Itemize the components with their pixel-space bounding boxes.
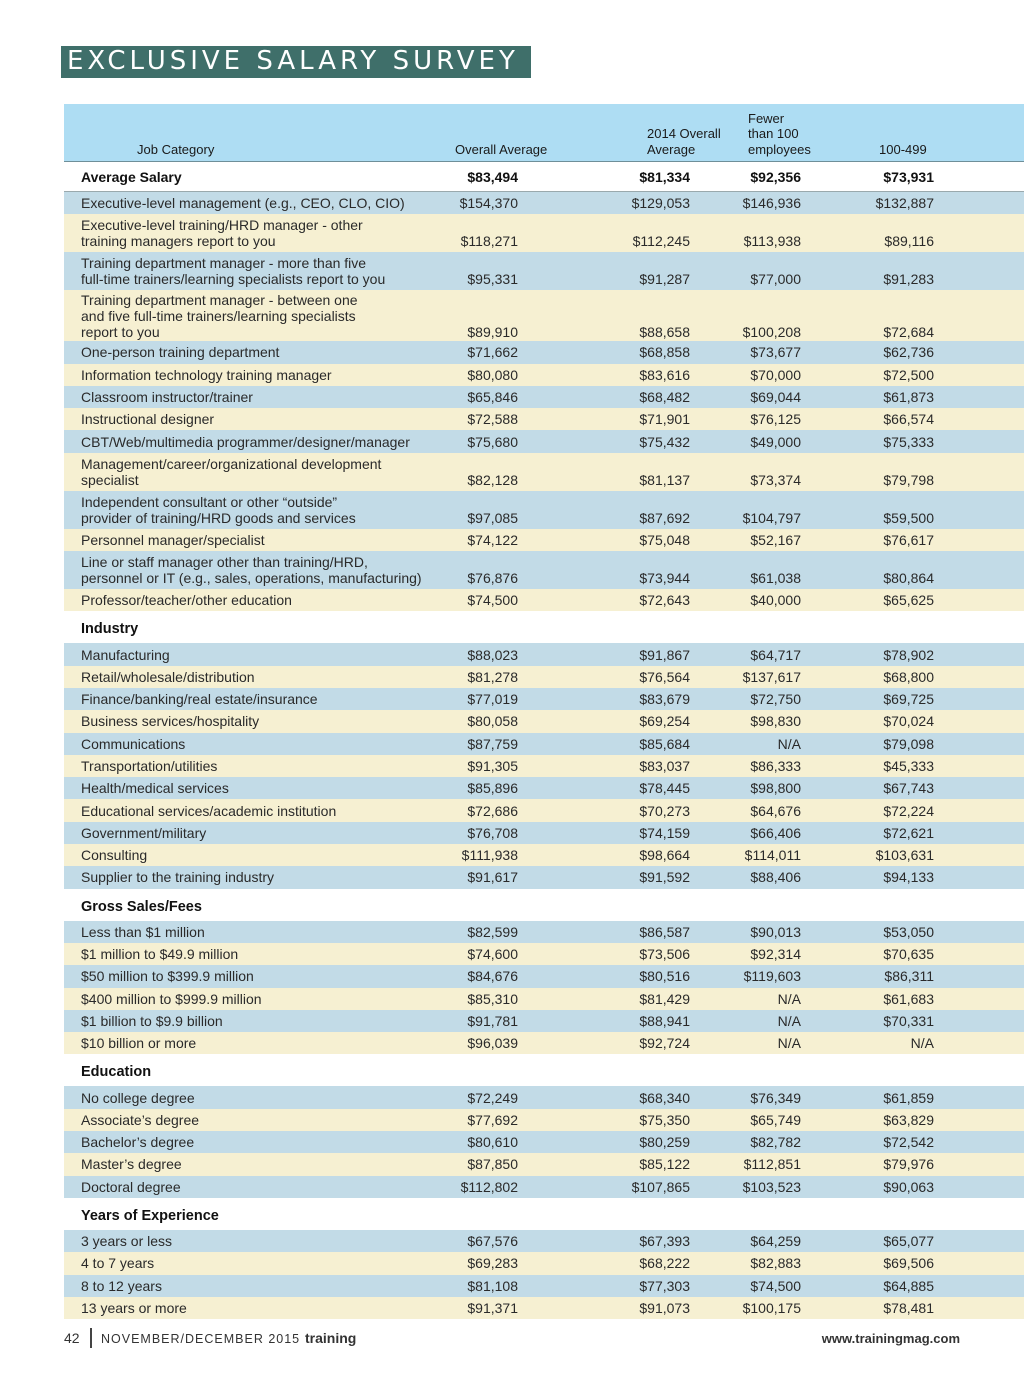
- value-cell: $65,625: [883, 592, 934, 609]
- value-cell: $87,759: [467, 735, 518, 752]
- value-cell: $73,374: [750, 471, 801, 488]
- row-label: Retail/wholesale/distribution: [81, 668, 255, 685]
- value-cell: $75,680: [467, 433, 518, 450]
- section-heading: [64, 1198, 1024, 1230]
- value-cell: $77,303: [639, 1277, 690, 1294]
- table-body: [64, 162, 1024, 1319]
- table-row: [64, 341, 1024, 363]
- value-cell: $77,019: [467, 691, 518, 708]
- table-row: [64, 844, 1024, 866]
- value-cell: $91,617: [467, 869, 518, 886]
- value-cell: $83,679: [639, 691, 690, 708]
- value-cell: $80,058: [467, 713, 518, 730]
- row-label: 8 to 12 years: [81, 1277, 162, 1294]
- value-cell: $86,311: [884, 968, 934, 985]
- value-cell: $96,039: [467, 1035, 518, 1052]
- row-label: Personnel manager/specialist: [81, 531, 265, 548]
- value-cell: $80,080: [467, 366, 518, 383]
- value-cell: $92,724: [639, 1035, 690, 1052]
- row-label: Associate’s degree: [81, 1111, 200, 1128]
- row-label: $10 billion or more: [81, 1035, 197, 1052]
- row-label: $1 billion to $9.9 billion: [81, 1012, 223, 1029]
- value-cell: $75,333: [883, 433, 934, 450]
- value-cell: $69,254: [639, 713, 690, 730]
- value-cell: $71,662: [467, 344, 518, 361]
- table-row: [64, 755, 1024, 777]
- value-cell: $98,830: [750, 713, 801, 730]
- table-row: [64, 822, 1024, 844]
- salary-table: [64, 104, 1024, 1319]
- value-cell: $78,902: [883, 646, 934, 663]
- row-label: Master’s degree: [81, 1156, 182, 1173]
- value-cell: $113,938: [743, 233, 801, 250]
- value-cell: $100,208: [742, 323, 801, 340]
- header-fewer-than-100-employees: Fewer than 100 employees: [748, 110, 811, 157]
- value-cell: $119,603: [743, 968, 801, 985]
- value-cell: $81,137: [639, 471, 690, 488]
- value-cell: $71,901: [639, 411, 690, 428]
- header-100-499: 100-499: [879, 141, 927, 157]
- value-cell: $66,574: [883, 411, 934, 428]
- value-cell: $64,676: [750, 802, 801, 819]
- table-row: [64, 453, 1024, 491]
- row-label: Government/military: [81, 824, 207, 841]
- header-overall-average: Overall Average: [455, 141, 548, 157]
- value-cell: $88,023: [467, 646, 518, 663]
- row-label: $400 million to $999.9 million: [81, 990, 262, 1007]
- value-cell: $80,516: [639, 968, 690, 985]
- value-cell: $76,708: [467, 824, 518, 841]
- value-cell: $90,013: [750, 923, 801, 940]
- value-cell: N/A: [777, 1035, 801, 1052]
- value-cell: $89,910: [467, 323, 518, 340]
- value-cell: $73,506: [639, 946, 690, 963]
- value-cell: $72,224: [883, 802, 934, 819]
- table-row: [64, 688, 1024, 710]
- value-cell: $79,098: [883, 735, 934, 752]
- row-label: Average Salary: [81, 169, 182, 185]
- row-label: Manufacturing: [81, 646, 170, 663]
- table-row: [64, 733, 1024, 755]
- value-cell: $114,011: [744, 847, 801, 864]
- row-label: One-person training department: [81, 344, 280, 361]
- value-cell: N/A: [777, 1012, 801, 1029]
- row-label: Finance/banking/real estate/insurance: [81, 691, 318, 708]
- table-row: [64, 1176, 1024, 1198]
- value-cell: $59,500: [883, 509, 934, 526]
- table-row: [64, 1153, 1024, 1175]
- value-cell: $68,800: [883, 668, 934, 685]
- table-row: [64, 491, 1024, 529]
- value-cell: $146,936: [742, 195, 801, 212]
- table-row: [64, 943, 1024, 965]
- value-cell: $72,621: [883, 824, 934, 841]
- value-cell: $64,717: [750, 646, 801, 663]
- value-cell: $63,829: [883, 1111, 934, 1128]
- value-cell: $70,635: [883, 946, 934, 963]
- value-cell: $64,259: [750, 1233, 801, 1250]
- value-cell: $86,333: [750, 758, 801, 774]
- magazine-name: training: [305, 1330, 357, 1346]
- value-cell: $73,677: [750, 344, 801, 361]
- value-cell: $79,798: [883, 471, 934, 488]
- header-job-category: Job Category: [137, 141, 215, 157]
- value-cell: $64,885: [883, 1277, 934, 1294]
- value-cell: $65,846: [467, 389, 518, 406]
- banner-underline: [61, 76, 531, 78]
- value-cell: $86,587: [639, 923, 690, 940]
- value-cell: $107,865: [631, 1178, 690, 1195]
- value-cell: $76,876: [467, 570, 518, 587]
- value-cell: $72,500: [883, 366, 934, 383]
- table-row: [64, 1010, 1024, 1032]
- row-label: Classroom instructor/trainer: [81, 389, 253, 406]
- value-cell: $78,445: [639, 780, 690, 797]
- value-cell: $45,333: [883, 758, 934, 774]
- table-row: [64, 799, 1024, 821]
- value-cell: $70,000: [750, 366, 801, 383]
- row-label: Doctoral degree: [81, 1178, 181, 1195]
- value-cell: $111,938: [461, 847, 518, 864]
- value-cell: $72,684: [883, 323, 934, 340]
- value-cell: $100,175: [742, 1299, 801, 1316]
- value-cell: $88,658: [639, 323, 690, 340]
- row-label: Training department manager - more than five full-time trainers/learning specialists report to you: [81, 255, 386, 288]
- value-cell: $82,782: [750, 1134, 801, 1151]
- section-heading: [64, 1054, 1024, 1086]
- row-label: Transportation/utilities: [81, 758, 218, 774]
- row-label: Consulting: [81, 847, 148, 864]
- value-cell: $49,000: [750, 433, 801, 450]
- row-label: Professor/teacher/other education: [81, 592, 292, 609]
- survey-banner: EXCLUSIVE SALARY SURVEY: [61, 46, 531, 76]
- row-label: CBT/Web/multimedia programmer/designer/manager: [81, 433, 410, 450]
- value-cell: $84,676: [467, 968, 518, 985]
- value-cell: $76,349: [750, 1089, 801, 1106]
- value-cell: $77,692: [467, 1111, 518, 1128]
- row-label: Supplier to the training industry: [81, 869, 274, 886]
- table-row: [64, 1086, 1024, 1108]
- row-label: 4 to 7 years: [81, 1255, 155, 1272]
- table-row: [64, 965, 1024, 987]
- value-cell: $87,692: [639, 509, 690, 526]
- value-cell: N/A: [910, 1035, 934, 1052]
- table-row: [64, 290, 1024, 341]
- table-row: [64, 710, 1024, 732]
- value-cell: $88,406: [750, 869, 801, 886]
- value-cell: $73,944: [639, 570, 690, 587]
- value-cell: $70,331: [883, 1012, 934, 1029]
- value-cell: $89,116: [884, 233, 934, 250]
- value-cell: $85,122: [639, 1156, 690, 1173]
- table-row: [64, 666, 1024, 688]
- value-cell: $68,222: [639, 1255, 690, 1272]
- value-cell: $91,287: [639, 271, 690, 288]
- value-cell: $81,334: [639, 169, 690, 185]
- page-footer: [64, 1328, 960, 1350]
- value-cell: $67,393: [639, 1233, 690, 1250]
- value-cell: $61,859: [883, 1089, 934, 1106]
- table-row: [64, 1032, 1024, 1054]
- row-label: $1 million to $49.9 million: [81, 946, 239, 963]
- value-cell: $76,617: [883, 531, 934, 548]
- issue-date: NOVEMBER/DECEMBER 2015: [101, 1332, 301, 1346]
- value-cell: $98,664: [639, 847, 690, 864]
- value-cell: $94,133: [883, 869, 934, 886]
- value-cell: $78,481: [883, 1299, 934, 1316]
- value-cell: $85,310: [467, 990, 518, 1007]
- value-cell: $77,000: [750, 271, 801, 288]
- row-label: Health/medical services: [81, 780, 229, 797]
- table-row: [64, 1297, 1024, 1319]
- value-cell: $74,500: [750, 1277, 801, 1294]
- table-row: [64, 430, 1024, 452]
- value-cell: N/A: [777, 735, 801, 752]
- row-label: Executive-level training/HRD manager - other training managers report to you: [81, 217, 363, 250]
- value-cell: $92,356: [750, 169, 801, 185]
- value-cell: $73,931: [883, 169, 934, 185]
- table-row: [64, 1230, 1024, 1252]
- value-cell: $91,592: [639, 869, 690, 886]
- row-label: Instructional designer: [81, 411, 215, 428]
- value-cell: $80,864: [883, 570, 934, 587]
- value-cell: $80,259: [639, 1134, 690, 1151]
- value-cell: $65,749: [750, 1111, 801, 1128]
- value-cell: $82,883: [750, 1255, 801, 1272]
- value-cell: $104,797: [742, 509, 801, 526]
- value-cell: $72,588: [467, 411, 518, 428]
- table-row: [64, 529, 1024, 551]
- value-cell: $76,564: [639, 668, 690, 685]
- value-cell: $112,245: [632, 233, 690, 250]
- value-cell: $72,643: [639, 592, 690, 609]
- average-salary-row: [64, 162, 1024, 192]
- value-cell: $70,024: [883, 713, 934, 730]
- value-cell: $69,506: [883, 1255, 934, 1272]
- value-cell: $91,867: [639, 646, 690, 663]
- table-row: [64, 252, 1024, 290]
- value-cell: $70,273: [639, 802, 690, 819]
- row-label: No college degree: [81, 1089, 195, 1106]
- value-cell: $67,576: [467, 1233, 518, 1250]
- value-cell: $66,406: [750, 824, 801, 841]
- value-cell: $83,616: [639, 366, 690, 383]
- value-cell: $62,736: [883, 344, 934, 361]
- row-label: Independent consultant or other “outside” provider of training/HRD goods and services: [81, 493, 356, 526]
- value-cell: $79,976: [883, 1156, 934, 1173]
- value-cell: $72,249: [467, 1089, 518, 1106]
- row-label: 3 years or less: [81, 1233, 173, 1250]
- table-row: [64, 921, 1024, 943]
- value-cell: $61,873: [883, 389, 934, 406]
- value-cell: $75,432: [639, 433, 690, 450]
- value-cell: $80,610: [467, 1134, 518, 1151]
- row-label: $50 million to $399.9 million: [81, 968, 254, 985]
- row-label: Training department manager - between one and five full-time trainers/learning specialists report to you: [81, 291, 358, 340]
- row-label: Business services/hospitality: [81, 713, 260, 730]
- row-label: Line or staff manager other than training/HRD, personnel or IT (e.g., sales, operations, manufacturing): [81, 554, 422, 587]
- value-cell: $85,684: [639, 735, 690, 752]
- value-cell: $75,048: [639, 531, 690, 548]
- value-cell: $68,340: [639, 1089, 690, 1106]
- table-row: [64, 1275, 1024, 1297]
- value-cell: $81,278: [467, 668, 518, 685]
- value-cell: $97,085: [467, 509, 518, 526]
- value-cell: $67,743: [883, 780, 934, 797]
- value-cell: $118,271: [460, 233, 518, 250]
- row-label: Executive-level management (e.g., CEO, CLO, CIO): [81, 195, 405, 212]
- section-heading: [64, 889, 1024, 921]
- value-cell: $72,686: [467, 802, 518, 819]
- value-cell: $76,125: [750, 411, 801, 428]
- table-row: [64, 777, 1024, 799]
- value-cell: $61,038: [750, 570, 801, 587]
- table-row: [64, 408, 1024, 430]
- value-cell: $83,494: [467, 169, 518, 185]
- table-row: [64, 1109, 1024, 1131]
- value-cell: $91,371: [467, 1299, 518, 1316]
- value-cell: $69,044: [750, 389, 801, 406]
- value-cell: $85,896: [467, 780, 518, 797]
- value-cell: $92,314: [750, 946, 801, 963]
- value-cell: $137,617: [742, 668, 801, 685]
- value-cell: $91,073: [639, 1299, 690, 1316]
- value-cell: N/A: [777, 990, 801, 1007]
- table-row: [64, 589, 1024, 611]
- value-cell: $129,053: [631, 195, 690, 212]
- value-cell: $95,331: [467, 271, 518, 288]
- table-row: [64, 192, 1024, 214]
- value-cell: $52,167: [750, 531, 801, 548]
- table-row: [64, 364, 1024, 386]
- value-cell: $68,482: [639, 389, 690, 406]
- value-cell: $87,850: [467, 1156, 518, 1173]
- value-cell: $103,523: [742, 1178, 801, 1195]
- table-row: [64, 1131, 1024, 1153]
- value-cell: $74,600: [467, 946, 518, 963]
- row-label: Management/career/organizational development specialist: [81, 455, 382, 488]
- value-cell: $40,000: [750, 592, 801, 609]
- table-row: [64, 1252, 1024, 1274]
- value-cell: $91,781: [467, 1012, 518, 1029]
- value-cell: $69,283: [467, 1255, 518, 1272]
- value-cell: $81,108: [467, 1277, 518, 1294]
- value-cell: $69,725: [883, 691, 934, 708]
- table-row: [64, 988, 1024, 1010]
- value-cell: $74,500: [467, 592, 518, 609]
- row-label: 13 years or more: [81, 1299, 187, 1316]
- value-cell: $82,599: [467, 923, 518, 940]
- table-row: [64, 643, 1024, 665]
- value-cell: $112,802: [460, 1178, 518, 1195]
- value-cell: $65,077: [883, 1233, 934, 1250]
- header-2014-overall-average: 2014 Overall Average: [647, 126, 721, 157]
- value-cell: $72,750: [750, 691, 801, 708]
- value-cell: $81,429: [639, 990, 690, 1007]
- value-cell: $83,037: [639, 758, 690, 774]
- table-row: [64, 214, 1024, 252]
- table-row: [64, 386, 1024, 408]
- table-row: [64, 866, 1024, 888]
- section-label: Industry: [81, 621, 139, 638]
- section-label: Education: [81, 1064, 152, 1081]
- value-cell: $88,941: [639, 1012, 690, 1029]
- section-heading: [64, 611, 1024, 643]
- value-cell: $98,800: [750, 780, 801, 797]
- section-label: Years of Experience: [81, 1207, 219, 1224]
- value-cell: $90,063: [883, 1178, 934, 1195]
- value-cell: $53,050: [883, 923, 934, 940]
- website-link[interactable]: www.trainingmag.com: [821, 1331, 960, 1346]
- section-label: Gross Sales/Fees: [81, 898, 202, 915]
- value-cell: $74,122: [467, 531, 518, 548]
- value-cell: $82,128: [467, 471, 518, 488]
- value-cell: $72,542: [883, 1134, 934, 1151]
- row-label: Information technology training manager: [81, 366, 332, 383]
- value-cell: $74,159: [639, 824, 690, 841]
- table-row: [64, 551, 1024, 589]
- value-cell: $132,887: [875, 195, 934, 212]
- table-header: [64, 104, 1024, 162]
- row-label: Communications: [81, 735, 186, 752]
- value-cell: $112,851: [743, 1156, 801, 1173]
- value-cell: $68,858: [639, 344, 690, 361]
- footer-divider: [90, 1328, 92, 1348]
- row-label: Educational services/academic institution: [81, 802, 337, 819]
- row-label: Less than $1 million: [81, 923, 205, 940]
- value-cell: $91,305: [467, 758, 518, 774]
- value-cell: $103,631: [875, 847, 934, 864]
- value-cell: $154,370: [459, 195, 518, 212]
- row-label: Bachelor’s degree: [81, 1134, 195, 1151]
- value-cell: $91,283: [883, 271, 934, 288]
- value-cell: $75,350: [639, 1111, 690, 1128]
- page-number: 42: [64, 1330, 80, 1346]
- value-cell: $61,683: [883, 990, 934, 1007]
